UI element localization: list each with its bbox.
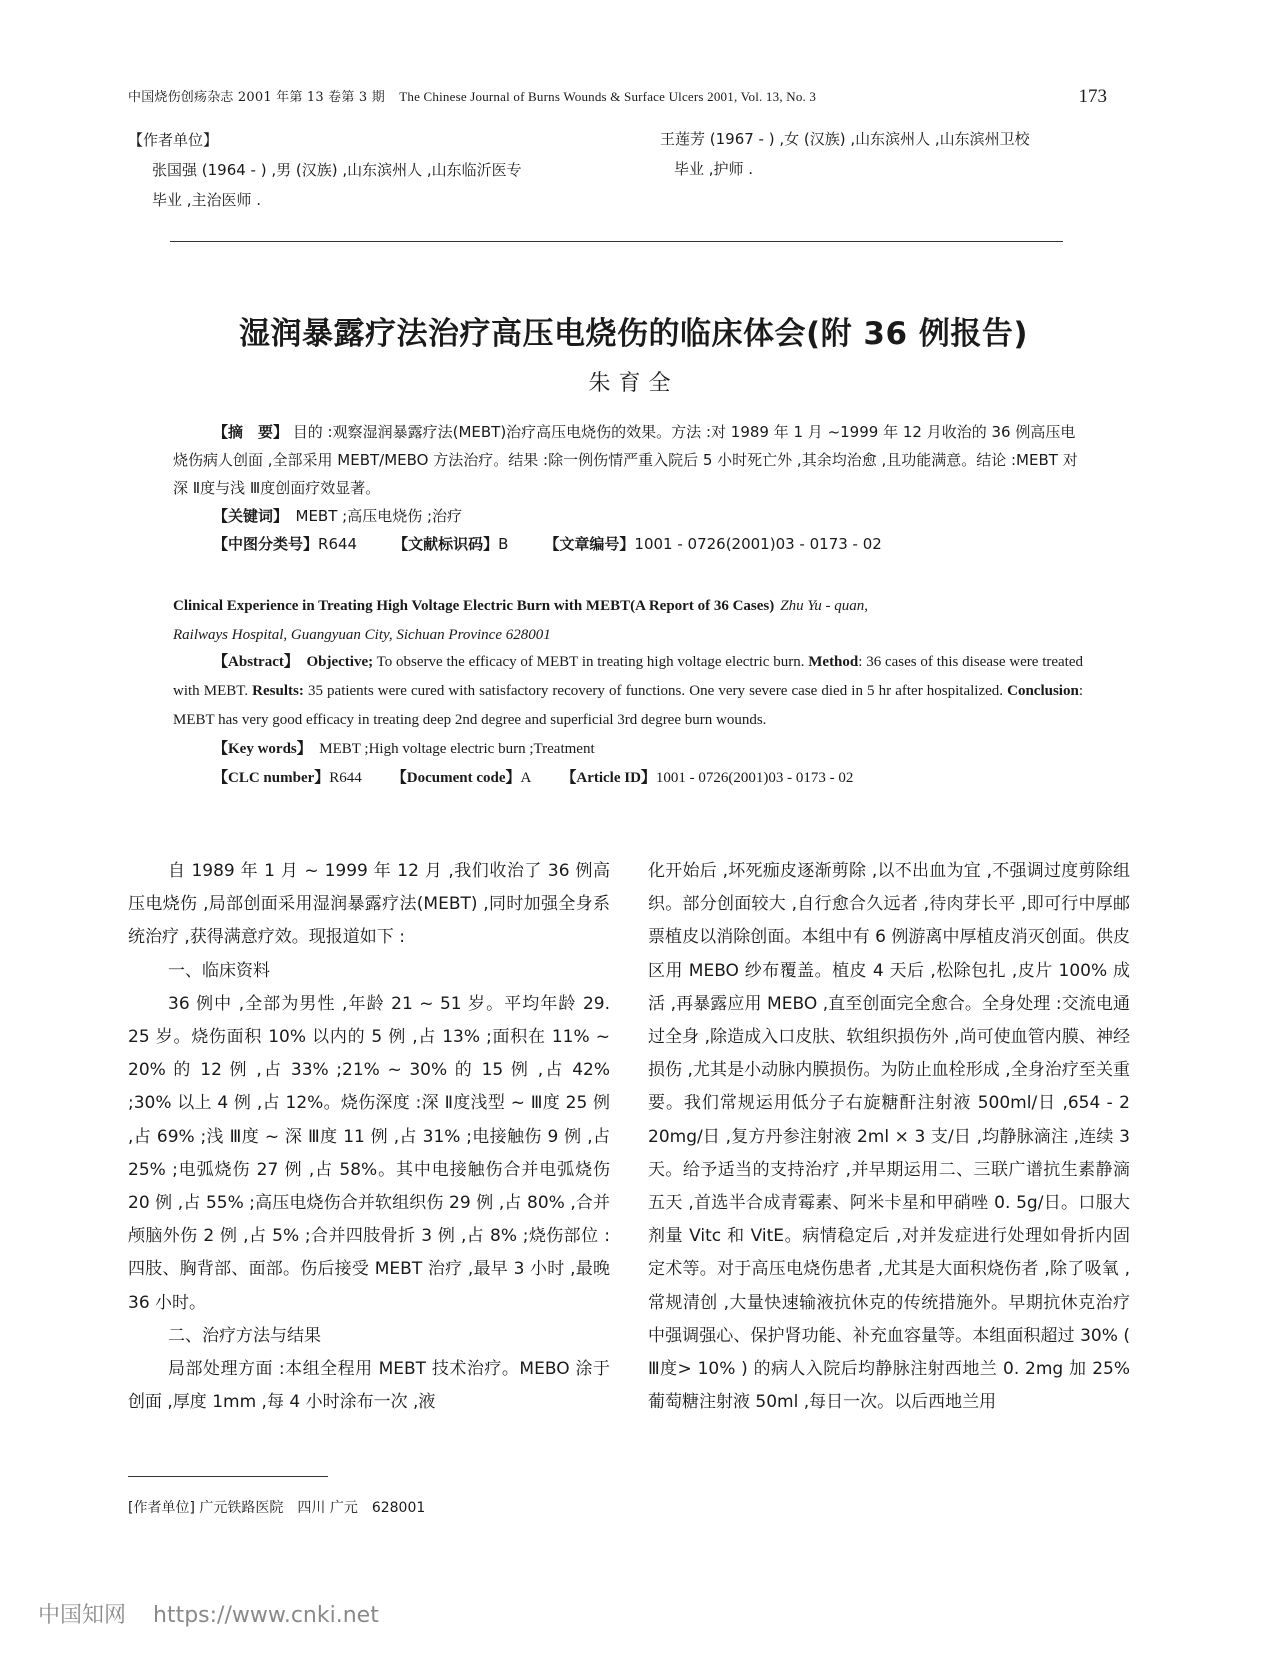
article-title: 湿润暴露疗法治疗高压电烧伤的临床体会(附 36 例报告)	[238, 316, 1029, 352]
abstract-cn-label: 【摘 要】	[213, 423, 289, 441]
watermark-url: https://www.cnki.net	[153, 1603, 379, 1628]
article-id-cn-label: 【文章编号】	[544, 535, 635, 553]
body-column-left	[128, 855, 610, 1419]
keywords-en	[173, 735, 1083, 764]
cnki-watermark	[38, 1598, 379, 1629]
section-heading-treatment: 二、治疗方法与结果	[168, 1325, 321, 1346]
abstract-en-affiliation: Railways Hospital, Guangyuan City, Sichuan Province 628001	[173, 627, 551, 643]
abstract-cn-text: 目的 :观察湿润暴露疗法(MEBT)治疗高压电烧伤的效果。方法 :对 1989 年 1 月 ~1999 年 12 月收治的 36 例高压电烧伤病人创面 ,全部采用 MEBT/MEBO 方法治疗。结果 :除一例伤情严重入院后 5 小时死亡外 ,其余均治愈 ,且功能满意。结论 :MEBT 对深 Ⅱ度与浅 Ⅲ度创面疗效显著。	[173, 423, 1078, 497]
author-affiliation-footnote: [作者单位] 广元铁路医院 四川 广元 628001	[128, 1500, 426, 1516]
abstract-en	[173, 648, 1083, 793]
section-heading-clinical-data: 一、临床资料	[168, 960, 270, 981]
abstract-cn	[173, 418, 1081, 558]
keywords-cn-text: MEBT ;高压电烧伤 ;治疗	[280, 507, 463, 525]
abstract-en-title: Clinical Experience in Treating High Voltage Electric Burn with MEBT(A Report of 36 Cases)	[173, 598, 775, 614]
running-header	[128, 86, 1128, 105]
clc-en-value: R644	[329, 770, 362, 786]
abstract-en-label: 【Abstract】	[213, 654, 292, 670]
prev-affiliation-label: 【作者单位】	[128, 131, 219, 149]
intro-paragraph: 自 1989 年 1 月 ~ 1999 年 12 月 ,我们收治了 36 例高压电烧伤 ,局部创面采用湿润暴露疗法(MEBT) ,同时加强全身系统治疗 ,获得满意疗效。现报道如下 :	[128, 861, 610, 948]
local-treatment-paragraph: 局部处理方面 :本组全程用 MEBT 技术治疗。MEBO 涂于创面 ,厚度 1mm ,每 4 小时涂布一次 ,液	[128, 1359, 610, 1413]
prev-affiliation-left	[152, 155, 612, 215]
abstract-en-paragraph	[173, 648, 1083, 735]
objective-label: Objective;	[306, 654, 374, 670]
classification-en	[173, 764, 1083, 793]
abstract-en-author: Zhu Yu - quan,	[780, 598, 869, 614]
classification-cn	[173, 530, 1081, 558]
keywords-cn-label: 【关键词】	[213, 507, 281, 525]
clc-cn-label: 【中图分类号】	[213, 535, 319, 553]
abstract-en-title-line	[173, 592, 1083, 621]
objective-text: To observe the efficacy of MEBT in treating high voltage electric burn.	[373, 654, 809, 670]
article-id-en-label: 【Article ID】	[561, 770, 656, 786]
method-text: : 36 cases of this disease were treated with MEBT.	[173, 654, 1083, 699]
doc-code-cn-value: B	[498, 535, 509, 553]
clc-en-label: 【CLC number】	[213, 770, 330, 786]
journal-name-cn: 中国烧伤创疡杂志 2001 年第 13 卷第 3 期	[128, 90, 385, 105]
prev-affiliation-left-line1: 张国强 (1964 - ) ,男 (汉族) ,山东滨州人 ,山东临沂医专	[152, 161, 522, 179]
doc-code-en-value: A	[520, 770, 532, 786]
article-id-en-value: 1001 - 0726(2001)03 - 0173 - 02	[655, 770, 854, 786]
article-author: 朱育全	[588, 371, 679, 396]
clinical-data-paragraph: 36 例中 ,全部为男性 ,年龄 21 ~ 51 岁。平均年龄 29. 25 岁。烧伤面积 10% 以内的 5 例 ,占 13% ;面积在 11% ~ 20% 的 12 例 ,占 33% ;21% ~ 30% 的 15 例 ,占 42% ;30% 以上 4 例 ,占 12%。烧伤深度 :深 Ⅱ度浅型 ~ Ⅲ度 25 例 ,占 69% ;浅 Ⅲ度 ~ 深 Ⅲ度 11 例 ,占 31% ;电接触伤 9 例 ,占 25% ;电弧烧伤 27 例 ,占 58%。其中电接触伤合并电弧烧伤 20 例 ,占 55% ;高压电烧伤合并软组织伤 29 例 ,占 80% ,合并颅脑外伤 2 例 ,占 5% ;合并四肢骨折 3 例 ,占 8% ;烧伤部位 :四肢、胸背部、面部。伤后接受 MEBT 治疗 ,最早 3 小时 ,最晚 36 小时。	[128, 993, 610, 1313]
treatment-continued-paragraph: 化开始后 ,坏死痂皮逐渐剪除 ,以不出血为宜 ,不强调过度剪除组织。部分创面较大 ,自行愈合久远者 ,待肉芽长平 ,即可行中厚邮票植皮以消除创面。本组中有 6 例游离中厚植皮消灭创面。供皮区用 MEBO 纱布覆盖。植皮 4 天后 ,松除包扎 ,皮片 100% 成活 ,再暴露应用 MEBO ,直至创面完全愈合。全身处理 :交流电通过全身 ,除造成入口皮肤、软组织损伤外 ,尚可使血管内膜、神经损伤 ,尤其是小动脉内膜损伤。为防止血栓形成 ,全身治疗至关重要。我们常规运用低分子右旋糖酐注射液 500ml/日 ,654 - 2 20mg/日 ,复方丹参注射液 2ml × 3 支/日 ,均静脉滴注 ,连续 3 天。给予适当的支持治疗 ,并早期运用二、三联广谱抗生素静滴五天 ,首选半合成青霉素、阿米卡星和甲硝唑 0. 5g/日。口服大剂量 Vitc 和 VitE。病情稳定后 ,对并发症进行处理如骨折内固定术等。对于高压电烧伤患者 ,尤其是大面积烧伤者 ,除了吸氧 ,常规清创 ,大量快速输液抗休克的传统措施外。早期抗休克治疗中强调强心、保护肾功能、补充血容量等。本组面积超过 30% ( Ⅲ度> 10% ) 的病人入院后均静脉注射西地兰 0. 2mg 加 25% 葡萄糖注射液 50ml ,每日一次。以后西地兰用	[648, 861, 1147, 1413]
prev-affiliation-right-line1: 王莲芳 (1967 - ) ,女 (汉族) ,山东滨州人 ,山东滨州卫校	[660, 130, 1030, 148]
prev-affiliation-right	[660, 124, 1140, 184]
abstract-cn-paragraph	[173, 418, 1081, 502]
prev-affiliation-right-line2: 毕业 ,护师 .	[674, 160, 754, 178]
watermark-brand: 中国知网	[38, 1603, 127, 1628]
keywords-cn	[173, 502, 1081, 530]
method-label: Method	[808, 654, 859, 670]
keywords-en-label: 【Key words】	[213, 741, 305, 757]
footnote-rule	[128, 1476, 328, 1477]
keywords-en-text: MEBT ;High voltage electric burn ;Treatment	[304, 741, 595, 757]
results-text: 35 patients were cured with satisfactory recovery of functions. One very severe case died in 5 hr after hospitalized.	[303, 683, 1008, 699]
doc-code-en-label: 【Document code】	[391, 770, 521, 786]
results-label: Results:	[252, 683, 304, 699]
conclusion-text: : MEBT has very good efficacy in treating deep 2nd degree and superficial 3rd degree burn wounds.	[173, 683, 1083, 728]
journal-name-en: The Chinese Journal of Burns Wounds & Surface Ulcers 2001, Vol. 13, No. 3	[399, 89, 817, 104]
page-number: 173	[1078, 86, 1107, 107]
article-id-cn-value: 1001 - 0726(2001)03 - 0173 - 02	[634, 535, 882, 553]
body-column-right	[648, 855, 1147, 1419]
conclusion-label: Conclusion	[1007, 683, 1079, 699]
clc-cn-value: R644	[318, 535, 358, 553]
section-divider	[170, 241, 1063, 242]
prev-affiliation-left-line2: 毕业 ,主治医师 .	[152, 191, 262, 209]
doc-code-cn-label: 【文献标识码】	[393, 535, 499, 553]
